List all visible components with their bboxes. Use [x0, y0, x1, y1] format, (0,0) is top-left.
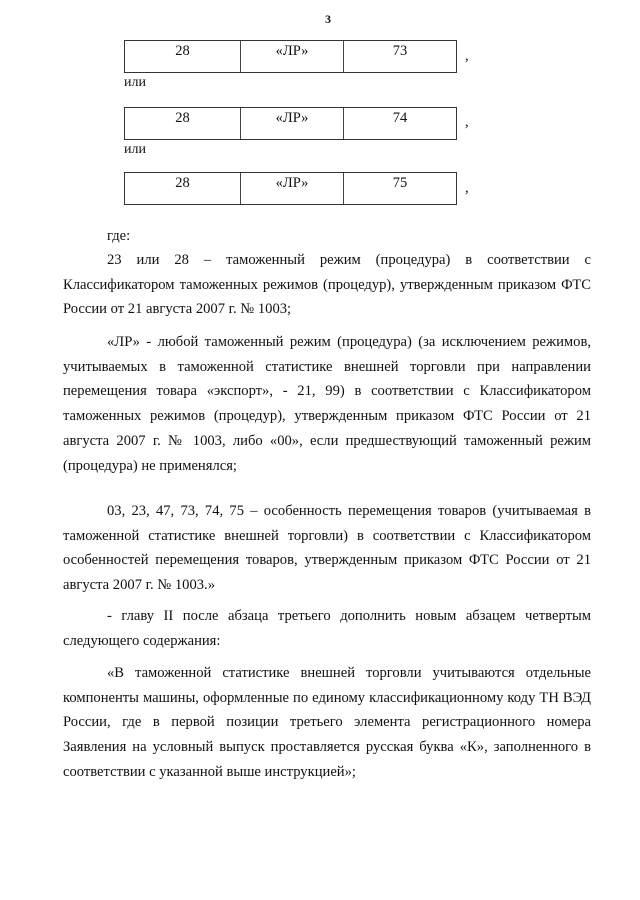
- amendment-text: [63, 661, 591, 785]
- definition-regime: [63, 248, 591, 322]
- paragraph: «В таможенной статистике внешней торговли учитываются отдельные компоненты машины, оформленные по единому классификационному коду ТН ВЭД России, где в первой позиции третьего элемента регистрационного номера Заявления на условный выпуск проставляется русская буква «К», заполненного в соответствии с указанной выше инструкцией»;: [63, 665, 591, 780]
- code-cell-prev-regime: «ЛР»: [241, 173, 344, 204]
- code-cell-regime: 28: [125, 108, 241, 139]
- separator-or: или: [124, 142, 146, 157]
- page-number: 3: [325, 12, 331, 26]
- table-trailing-comma: ,: [465, 114, 469, 130]
- code-cell-prev-regime: «ЛР»: [241, 108, 344, 139]
- definition-feature: [63, 499, 591, 598]
- table-trailing-comma: ,: [465, 48, 469, 64]
- paragraph: - главу II после абзаца третьего дополнить новым абзацем четвертым следующего содержания:: [63, 608, 591, 649]
- amendment-instruction: [63, 604, 591, 653]
- code-cell-prev-regime: «ЛР»: [241, 41, 344, 72]
- paragraph: «ЛР» - любой таможенный режим (процедура) (за исключением режимов, учитываемых в таможенной статистике внешней торговли при направлении перемещения товара «экспорт», - 21, 99) в соответствии с Классификатором таможенных режимов (процедур), утвержденным приказом ФТС России от 21 августа 2007 г. № 1003, либо «00», если предшествующий таможенный режим (процедура) не применялся;: [63, 334, 591, 474]
- code-cell-feature: 75: [392, 175, 408, 191]
- code-cell-regime: 28: [125, 173, 241, 204]
- code-cell-feature: 73: [392, 43, 408, 59]
- code-cell-regime: 28: [125, 41, 241, 72]
- where-label: где:: [107, 228, 131, 244]
- code-table-2: [124, 107, 457, 140]
- separator-or: или: [124, 75, 146, 90]
- definition-prev-regime: [63, 330, 591, 478]
- code-table-1: [124, 40, 457, 73]
- code-table-3: [124, 172, 457, 205]
- paragraph: 03, 23, 47, 73, 74, 75 – особенность перемещения товаров (учитываемая в таможенной статистике внешней торговли) в соответствии с Классификатором особенностей перемещения товаров, утвержденным приказом ФТС России от 21 августа 2007 г. № 1003.»: [63, 503, 591, 594]
- paragraph: 23 или 28 – таможенный режим (процедура) в соответствии с Классификатором таможенных режимов (процедур), утвержденным приказом ФТС России от 21 августа 2007 г. № 1003;: [63, 252, 591, 318]
- code-cell-feature: 74: [392, 110, 408, 126]
- table-trailing-comma: ,: [465, 180, 469, 196]
